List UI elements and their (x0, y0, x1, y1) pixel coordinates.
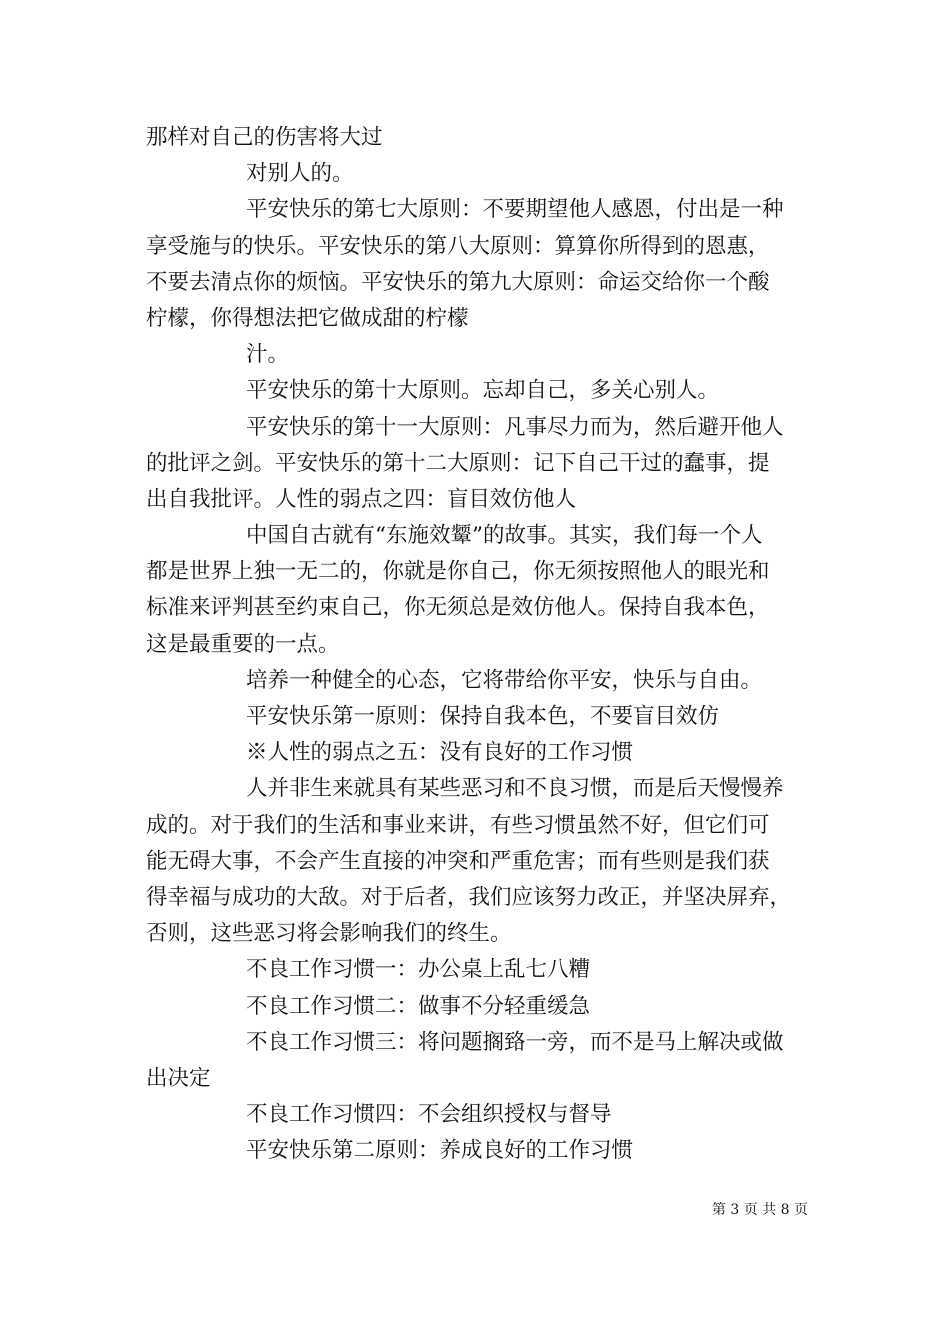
text-line: 出自我批评。人性的弱点之四：盲目效仿他人 (146, 486, 577, 512)
text-line: 不良工作习惯四：不会组织授权与督导 (246, 1102, 612, 1128)
text-line: 的批评之剑。平安快乐的第十二大原则：记下自己干过的蠢事，提 (146, 450, 770, 476)
text-line: 那样对自己的伤害将大过 (146, 125, 383, 150)
text-line: 否则，这些恶习将会影响我们的终生。 (146, 921, 512, 947)
text-line: 中国自古就有“东施效颦”的故事。其实，我们每一个人 (246, 523, 763, 549)
text-line: 成的。对于我们的生活和事业来讲，有些习惯虽然不好，但它们可 (146, 812, 770, 838)
text-line: 得幸福与成功的大敌。对于后者，我们应该努力改正，并坚决屏弃， (146, 884, 792, 910)
text-line: 不要去清点你的烦恼。平安快乐的第九大原则：命运交给你一个酸 (146, 269, 770, 295)
page-footer: 第 3 页 共 8 页 (711, 1202, 808, 1218)
text-line: 平安快乐的第七大原则：不要期望他人感恩，付出是一种 (246, 197, 784, 223)
text-line: 能无碍大事，不会产生直接的冲突和严重危害；而有些则是我们获 (146, 848, 770, 874)
text-line: 不良工作习惯三：将问题搁臵一旁，而不是马上解决或做 (246, 1029, 784, 1055)
text-line: 平安快乐第一原则：保持自我本色，不要盲目效仿 (246, 704, 720, 729)
text-line: 不良工作习惯一：办公桌上乱七八糟 (246, 957, 591, 983)
text-line: 享受施与的快乐。平安快乐的第八大原则：算算你所得到的恩惠， (146, 233, 770, 259)
text-line: 平安快乐的第十一大原则：凡事尽力而为，然后避开他人 (246, 414, 784, 440)
text-line: 平安快乐第二原则：养成良好的工作习惯 (246, 1138, 634, 1164)
text-line: 都是世界上独一无二的，你就是你自己，你无须按照他人的眼光和 (146, 559, 770, 585)
document-body (146, 120, 810, 1169)
text-line: 培养一种健全的心态，它将带给你平安，快乐与自由。 (246, 667, 763, 693)
text-line: 汁。 (246, 342, 290, 368)
text-line: 标准来评判甚至约束自己，你无须总是效仿他人。保持自我本色， (146, 595, 770, 621)
text-line: ※人性的弱点之五：没有良好的工作习惯 (246, 740, 634, 766)
text-line: 柠檬，你得想法把它做成甜的柠檬 (146, 305, 469, 331)
text-line: 人并非生来就具有某些恶习和不良习惯，而是后天慢慢养 (246, 776, 784, 802)
text-line: 平安快乐的第十大原则。忘却自己，多关心别人。 (246, 378, 720, 404)
text-line: 出决定 (146, 1065, 211, 1091)
text-line: 对别人的。 (246, 161, 354, 187)
text-line: 不良工作习惯二：做事不分轻重缓急 (246, 993, 591, 1019)
text-line: 这是最重要的一点。 (146, 631, 340, 657)
